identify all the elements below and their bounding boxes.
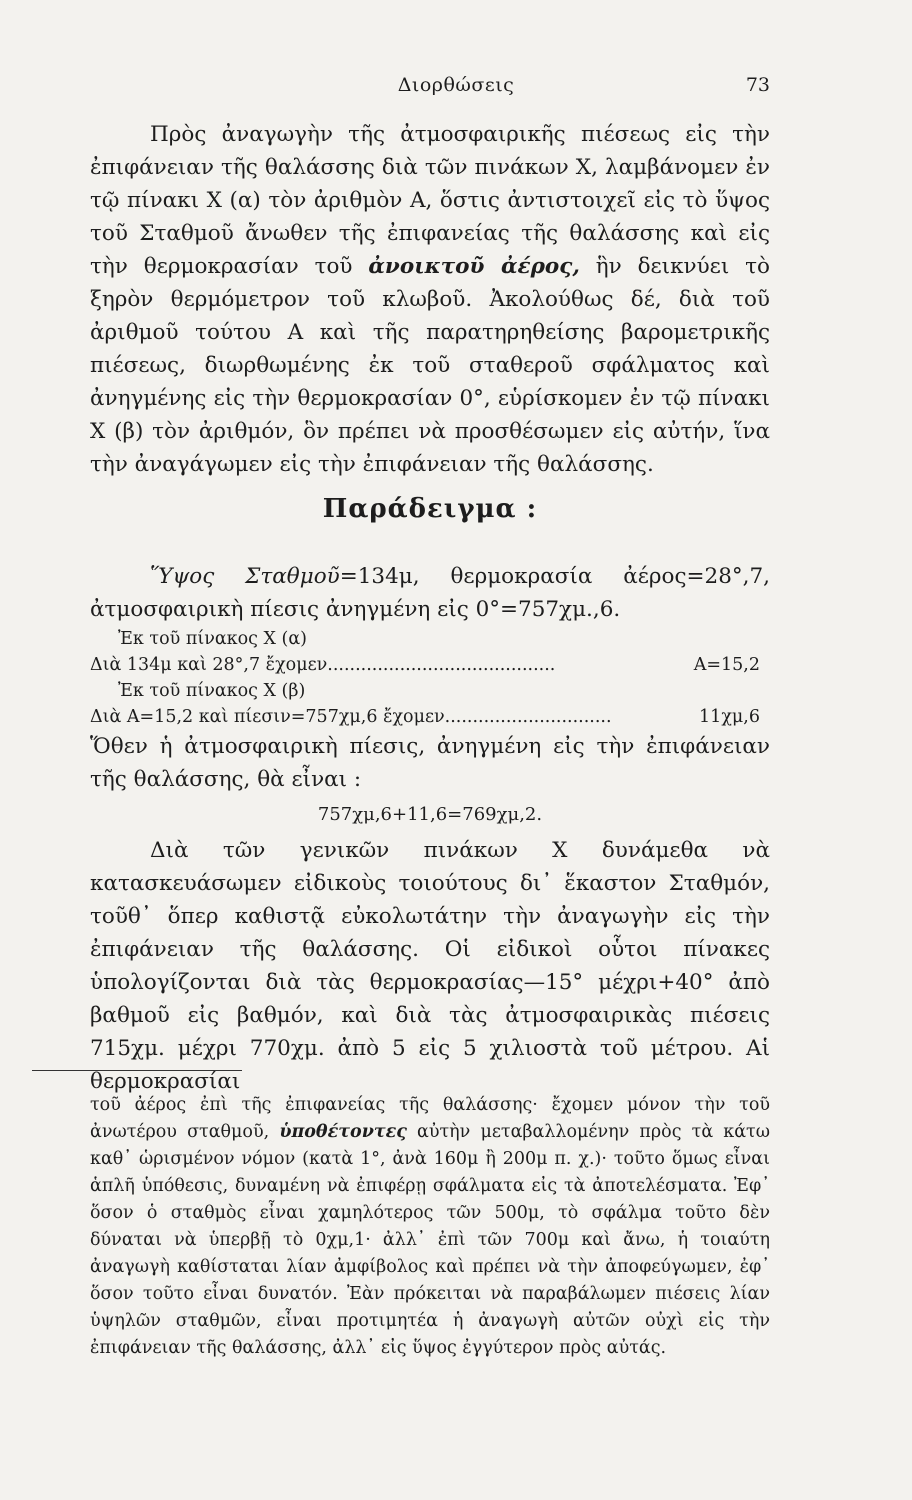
example-section xyxy=(90,560,770,1098)
calc-line-left: Ἐκ τοῦ πίνακος Χ (β) xyxy=(118,681,306,701)
calc-line-left: Διὰ 134μ καὶ 28°,7 ἔχομεν......................................... xyxy=(90,655,556,675)
station-height-label: Ὕψος Σταθμοῦ xyxy=(150,564,340,589)
calc-line xyxy=(90,678,770,704)
paragraph-text xyxy=(90,118,770,481)
calc-line-left: Ἐκ τοῦ πίνακος Χ (α) xyxy=(118,629,307,649)
calc-line-right: Α=15,2 xyxy=(693,655,760,675)
paragraph-text-end: ἣν δεικνύει τὸ ξηρὸν θερμόμετρον τοῦ κλωβοῦ. Ἀκολούθως δέ, διὰ τοῦ ἀριθμοῦ τούτου Α καὶ τῆς παρατηρηθείσης βαρομετρικῆς πιέσεως, διωρθωμένης ἐκ τοῦ σταθεροῦ σφάλματος καὶ ἀνηγμένης εἰς τὴν θερμοκρασίαν 0°, εὑρίσκομεν ἐν τῷ πίνακι Χ (β) τὸν ἀριθμόν, ὃν πρέπει νὰ προσθέσωμεν εἰς αὐτήν, ἵνα τὴν ἀναγάγωμεν εἰς τὴν ἐπιφάνειαν τῆς θαλάσσης. xyxy=(90,254,770,477)
result-text: Ὅθεν ἡ ἀτμοσφαιρικὴ πίεσις, ἀνηγμένη εἰς τὴν ἐπιφάνειαν τῆς θαλάσσης, θὰ εἶναι : xyxy=(90,734,770,792)
footnote-emphasis: ὑποθέτοντες xyxy=(279,1122,407,1142)
calculation-block xyxy=(90,626,770,730)
example-values: =134μ, θερμοκρασία ἀέρος=28°,7, ἀτμοσφαιρικὴ πίεσις ἀνηγμένη εἰς 0°=757χμ.,6. xyxy=(90,564,770,622)
running-title: Διορθώσεις xyxy=(397,74,515,96)
footnote-divider xyxy=(32,1070,242,1071)
footnote-text xyxy=(90,1092,770,1362)
calc-line xyxy=(90,652,770,678)
calc-line-right: 11χμ,6 xyxy=(699,707,760,727)
page-header xyxy=(0,70,912,100)
intro-paragraph xyxy=(90,118,770,481)
tables-paragraph: Διὰ τῶν γενικῶν πινάκων Χ δυνάμεθα νὰ κατασκευάσωμεν εἰδικοὺς τοιούτους δι᾽ ἕκαστον Σταθμόν, τοῦθ᾽ ὅπερ καθιστᾷ εὐκολωτάτην τὴν ἀναγωγὴν εἰς τὴν ἐπιφάνειαν τῆς θαλάσσης. Οἱ εἰδικοὶ οὗτοι πίνακες ὑπολογίζονται διὰ τὰς θερμοκρασίας—15° μέχρι+40° ἀπὸ βαθμοῦ εἰς βαθμόν, καὶ διὰ τὰς ἀτμοσφαιρικὰς πιέσεις 715χμ. μέχρι 770χμ. ἀπὸ 5 εἰς 5 χιλιοστὰ τοῦ μέτρου. Αἱ θερμοκρασίαι xyxy=(90,838,770,1094)
paragraph-text-start: Πρὸς ἀναγωγὴν τῆς ἀτμοσφαιρικῆς πιέσεως εἰς τὴν ἐπιφάνειαν τῆς θαλάσσης διὰ τῶν πινάκων Χ, λαμβάνομεν ἐν τῷ πίνακι Χ (α) τὸν ἀριθμὸν Α, ὅστις ἀντιστοιχεῖ εἰς τὸ ὕψος τοῦ Σταθμοῦ ἄνωθεν τῆς ἐπιφανείας τῆς θαλάσσης καὶ εἰς τὴν θερμοκρασίαν τοῦ xyxy=(90,122,770,279)
emphasis-text: ἀνοικτοῦ ἀέρος, xyxy=(368,254,580,279)
result-formula: 757χμ,6+11,6=769χμ,2. xyxy=(317,804,543,825)
calc-line xyxy=(90,704,770,730)
page-number: 73 xyxy=(745,74,770,96)
footnote-text-start: τοῦ ἀέρος ἐπὶ τῆς ἐπιφανείας τῆς θαλάσσης· ἔχομεν μόνον τὴν τοῦ ἀνωτέρου σταθμοῦ, xyxy=(90,1095,770,1142)
footnote-text-end: αὐτὴν μεταβαλλομένην πρὸς τὰ κάτω καθ᾽ ὡρισμένον νόμον (κατὰ 1°, ἀνὰ 160μ ἢ 200μ π. χ.)· τοῦτο ὅμως εἶναι ἁπλῆ ὑπόθεσις, δυναμένη νὰ ἐπιφέρῃ σφάλματα εἰς τὰ ἀποτελέσματα. Ἐφ᾽ ὅσον ὁ σταθμὸς εἶναι χαμηλότερος τῶν 500μ, τὸ σφάλμα τοῦτο δὲν δύναται νὰ ὑπερβῇ τὸ 0χμ,1· ἀλλ᾽ ἐπὶ τῶν 700μ καὶ ἄνω, ἡ τοιαύτη ἀναγωγὴ καθίσταται λίαν ἀμφίβολος καὶ πρέπει νὰ τὴν ἀποφεύγωμεν, ἐφ᾽ ὅσον τοῦτο εἶναι δυνατόν. Ἐὰν πρόκειται νὰ παραβάλωμεν πιέσεις λίαν ὑψηλῶν σταθμῶν, εἶναι προτιμητέα ἡ ἀναγωγὴ αὐτῶν οὐχὶ εἰς τὴν ἐπιφάνειαν τῆς θαλάσσης, ἀλλ᾽ εἰς ὕψος ἐγγύτερον πρὸς αὐτάς. xyxy=(90,1122,770,1358)
calc-line-left: Διὰ Α=15,2 καὶ πίεσιν=757χμ,6 ἔχομεν.............................. xyxy=(90,707,612,727)
example-statement xyxy=(90,560,770,626)
example-heading: Παράδειγμα : xyxy=(322,494,538,524)
calc-line xyxy=(90,626,770,652)
footnote xyxy=(90,1092,770,1362)
